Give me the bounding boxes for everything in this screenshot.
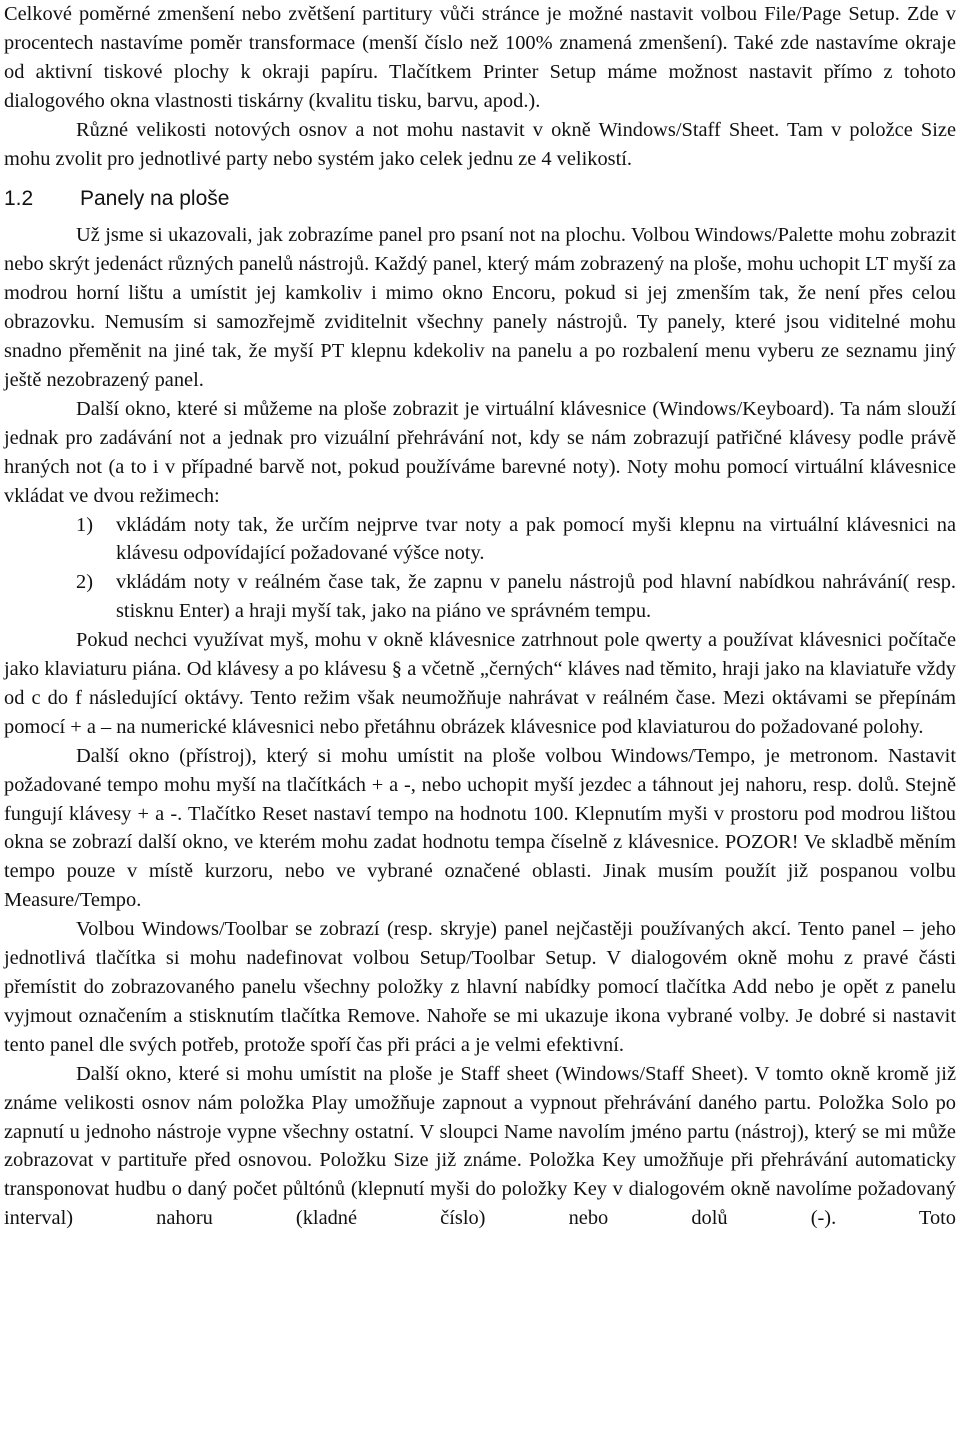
list-item-text: vkládám noty v reálném čase tak, že zapnu v panelu nástrojů pod hlavní nabídkou nahrávání( resp. stisknu Enter) a hraji myší tak, jako na piáno ve správném tempu. <box>116 571 956 623</box>
intro-paragraph-2: Různé velikosti notových osnov a not mohu nastavit v okně Windows/Staff Sheet. Tam v položce Size mohu zvolit pro jednotlivé party nebo systém jako celek jednu ze 4 velikostí. <box>4 118 956 170</box>
paragraph-toolbar: Volbou Windows/Toolbar se zobrazí (resp. skryje) panel nejčastěji používaných akcí. Tento panel – jeho jednotlivá tlačítka si mohu nadefinovat volbou Setup/Toolbar Setup. V dialogovém okně mohu z pravé části přemístit do zobrazovaného panelu všechny položky z hlavní nabídky pomocí tlačítka Add nebo je opět z panelu vyjmout označením a stisknutím tlačítka Remove. Nahoře se mi ukazuje ikona vybrané volby. Je dobré si nastavit tento panel dle svých potřeb, protože spoří čas při práci a je velmi efektivní. <box>4 918 956 1056</box>
list-item <box>4 511 956 569</box>
document-page <box>4 0 956 1233</box>
list-item-text: vkládám noty tak, že určím nejprve tvar noty a pak pomocí myši klepnu na virtuální klávesnici na klávesu odpovídající požadované výšce noty. <box>116 513 956 565</box>
list-marker: 2) <box>76 571 93 594</box>
section-number: 1.2 <box>4 187 34 211</box>
paragraph-tempo: Další okno (přístroj), který si mohu umístit na ploše volbou Windows/Tempo, je metronom. Nastavit požadované tempo mohu myší na tlačítkách + a -, nebo uchopit myší jezdec a táhnout jej nahoru, resp. dolů. Stejně fungují klávesy + a -. Tlačítko Reset nastaví tempo na hodnotu 100. Klepnutím myši v prostoru pod modrou lištou okna se zobrazí další okno, ve kterém mohu zadat hodnotu tempa číselně z klávesnice. POZOR! Ve skladbě měním tempo pouze v místě kurzoru, nebo ve vybrané označené oblasti. Jinak musím použít již pospanou volbu Measure/Tempo. <box>4 744 956 912</box>
paragraph-panels: Už jsme si ukazovali, jak zobrazíme panel pro psaní not na plochu. Volbou Windows/Palette mohu zobrazit nebo skrýt jedenáct různých panelů nástrojů. Každý panel, který mám zobrazený na ploše, mohu uchopit LT myší za modrou horní lištu a umístit jej kamkoliv i mimo okno Encoru, pokud si jej zmenším tak, že není přes celou obrazovku. Nemusím si samozřejmě zviditelnit všechny panely nástrojů. Ty panely, které jsou viditelné mohu snadno přeměnit na jiné tak, že myší PT klepnu kdekoliv na panelu a po rozbalení menu vyberu ze seznamu jiný ještě nezobrazený panel. <box>4 224 956 391</box>
section-title: Panely na ploše <box>80 187 230 211</box>
paragraph-keyboard: Další okno, které si můžeme na ploše zobrazit je virtuální klávesnice (Windows/Keyboard). Ta nám slouží jednak pro zadávání not a jednak pro vizuální přehrávání not, kdy se nám zobrazují patřičné klávesy podle právě hraných not (a to i v případné barvě not, pokud používáme barevné noty). Noty mohu pomocí virtuální klávesnice vkládat ve dvou režimech: <box>4 397 956 507</box>
modes-list <box>4 511 956 627</box>
intro-paragraph-1: Celkové poměrné zmenšení nebo zvětšení partitury vůči stránce je možné nastavit volbou File/Page Setup. Zde v procentech nastavíme poměr transformace (menší číslo než 100% znamená zmenšení). Také zde nastavíme okraje od aktivní tiskové plochy k okraji papíru. Tlačítkem Printer Setup máme možnost nastavit přímo z tohoto dialogového okna vlastnosti tiskárny (kvalitu tisku, barvu, apod.). <box>4 3 956 112</box>
list-item <box>4 568 956 626</box>
paragraph-staff-sheet: Další okno, které si mohu umístit na ploše je Staff sheet (Windows/Staff Sheet). V tomto okně kromě již známe velikosti osnov nám položka Play umožňuje zapnout a vypnout přehrávání daného partu. Položka Solo po zapnutí u jednoho nástroje vypne všechny ostatní. V sloupci Name navolím jméno partu (nástroj), který se mi může zobrazovat v partituře před osnovou. Položku Size již známe. Položka Key umožňuje při přehrávání automaticky transponovat hudbu o daný počet půltónů (klepnutí myši do položky Key v dialogovém okně navolíme požadovaný interval) nahoru (kladné číslo) nebo dolů (-). Toto <box>4 1062 956 1230</box>
list-marker: 1) <box>76 513 93 536</box>
paragraph-qwerty: Pokud nechci využívat myš, mohu v okně klávesnice zatrhnout pole qwerty a používat klávesnici počítače jako klaviaturu piána. Od klávesy a po klávesu § a včetně „černých“ kláves nad těmito, hraji jako na klaviatuře vždy od c do f následující oktávy. Tento režim však neumožňuje nahrávat v reálném čase. Mezi oktávami se přepínám pomocí + a – na numerické klávesnici nebo přetáhnu obrázek klávesnice pod klaviaturou do požadované polohy. <box>4 629 956 738</box>
section-heading <box>4 185 956 213</box>
